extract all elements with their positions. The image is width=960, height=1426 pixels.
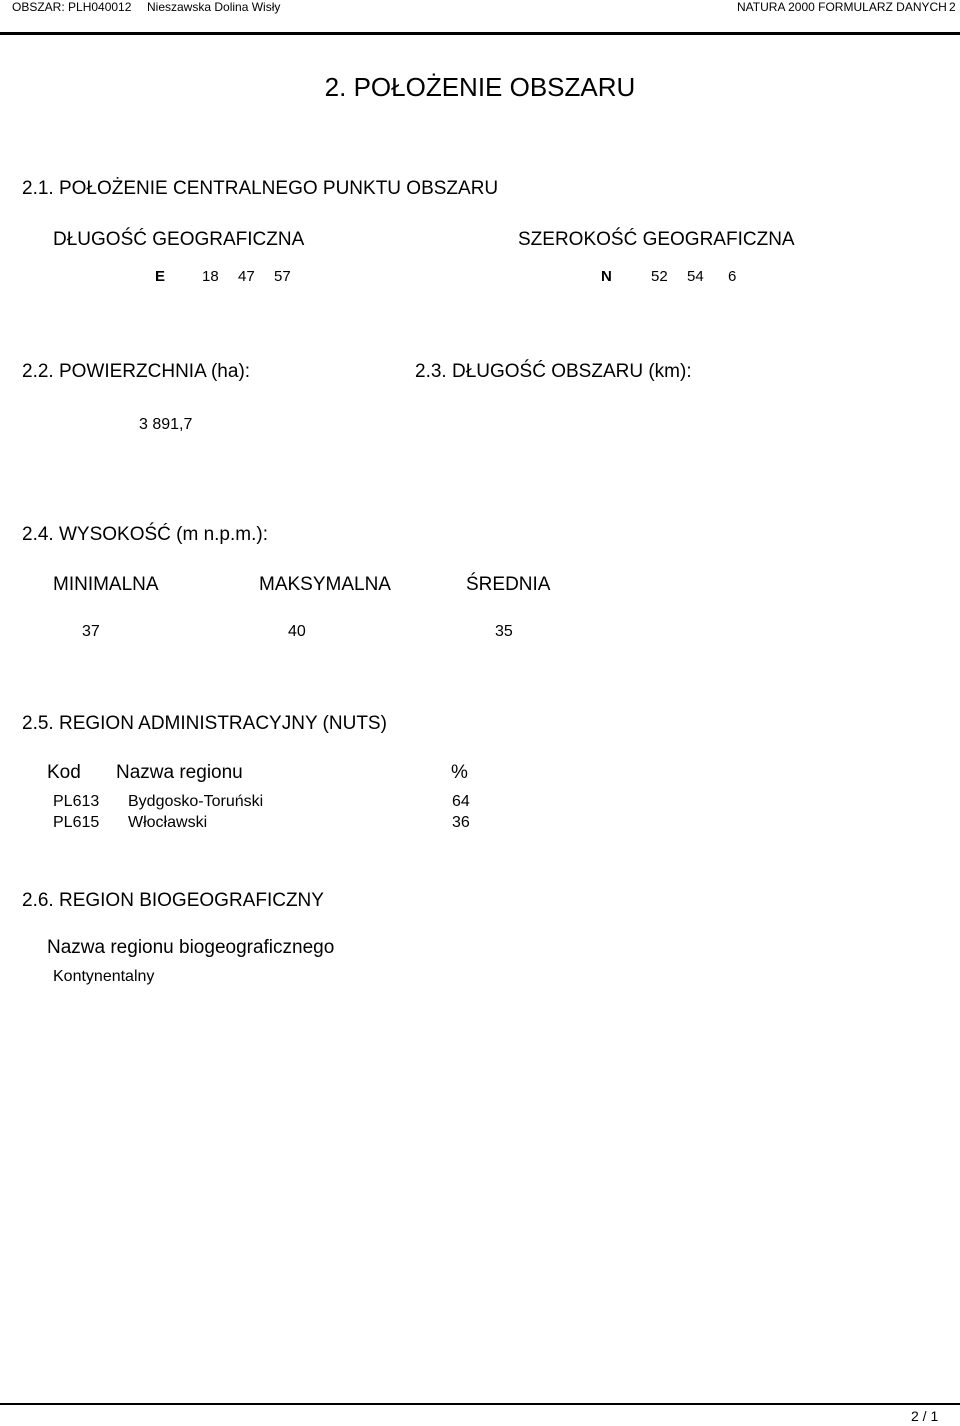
latitude-minutes: 54 [687, 268, 704, 285]
biogeo-region-heading: 2.6. REGION BIOGEOGRAFICZNY [22, 890, 324, 911]
admin-row-name: Bydgosko-Toruński [128, 793, 264, 810]
footer-rule [0, 1403, 960, 1405]
latitude-degrees: 52 [651, 268, 668, 285]
altitude-max-label: MAKSYMALNA [259, 574, 391, 595]
biogeo-value: Kontynentalny [53, 968, 155, 985]
header-form-name: NATURA 2000 FORMULARZ DANYCH [737, 0, 947, 14]
biogeo-col-name: Nazwa regionu biogeograficznego [47, 937, 335, 958]
longitude-degrees: 18 [202, 268, 219, 285]
admin-col-code: Kod [47, 762, 81, 783]
header-rule [0, 32, 960, 35]
area-value: 3 891,7 [139, 416, 193, 433]
longitude-seconds: 57 [274, 268, 291, 285]
header-site-code: OBSZAR: PLH040012 [12, 0, 132, 14]
altitude-mean-value: 35 [495, 623, 513, 640]
altitude-min-label: MINIMALNA [53, 574, 159, 595]
longitude-minutes: 47 [238, 268, 255, 285]
altitude-heading: 2.4. WYSOKOŚĆ (m n.p.m.): [22, 524, 268, 545]
latitude-label: SZEROKOŚĆ GEOGRAFICZNA [518, 229, 795, 250]
header-page-number: 2 [949, 0, 956, 14]
admin-col-percent: % [451, 762, 468, 783]
admin-row-percent: 36 [452, 814, 470, 831]
latitude-hemisphere: N [601, 268, 612, 285]
central-point-heading: 2.1. POŁOŻENIE CENTRALNEGO PUNKTU OBSZARU [22, 178, 499, 199]
area-heading: 2.2. POWIERZCHNIA (ha): [22, 361, 251, 382]
header-site-name: Nieszawska Dolina Wisły [147, 0, 281, 14]
admin-row-code: PL615 [53, 814, 100, 831]
admin-row-name: Włocławski [128, 814, 208, 831]
altitude-min-value: 37 [82, 623, 100, 640]
length-heading: 2.3. DŁUGOŚĆ OBSZARU (km): [415, 361, 692, 382]
longitude-label: DŁUGOŚĆ GEOGRAFICZNA [53, 229, 305, 250]
admin-region-heading: 2.5. REGION ADMINISTRACYJNY (NUTS) [22, 713, 387, 734]
page-title: 2. POŁOŻENIE OBSZARU [324, 72, 636, 102]
longitude-hemisphere: E [155, 268, 166, 285]
admin-row-code: PL613 [53, 793, 100, 810]
admin-col-name: Nazwa regionu [116, 762, 243, 783]
footer-page-indicator: 2 / 1 [911, 1408, 939, 1424]
admin-row-percent: 64 [452, 793, 470, 810]
altitude-max-value: 40 [288, 623, 306, 640]
latitude-seconds: 6 [728, 268, 737, 285]
altitude-mean-label: ŚREDNIA [466, 574, 551, 595]
